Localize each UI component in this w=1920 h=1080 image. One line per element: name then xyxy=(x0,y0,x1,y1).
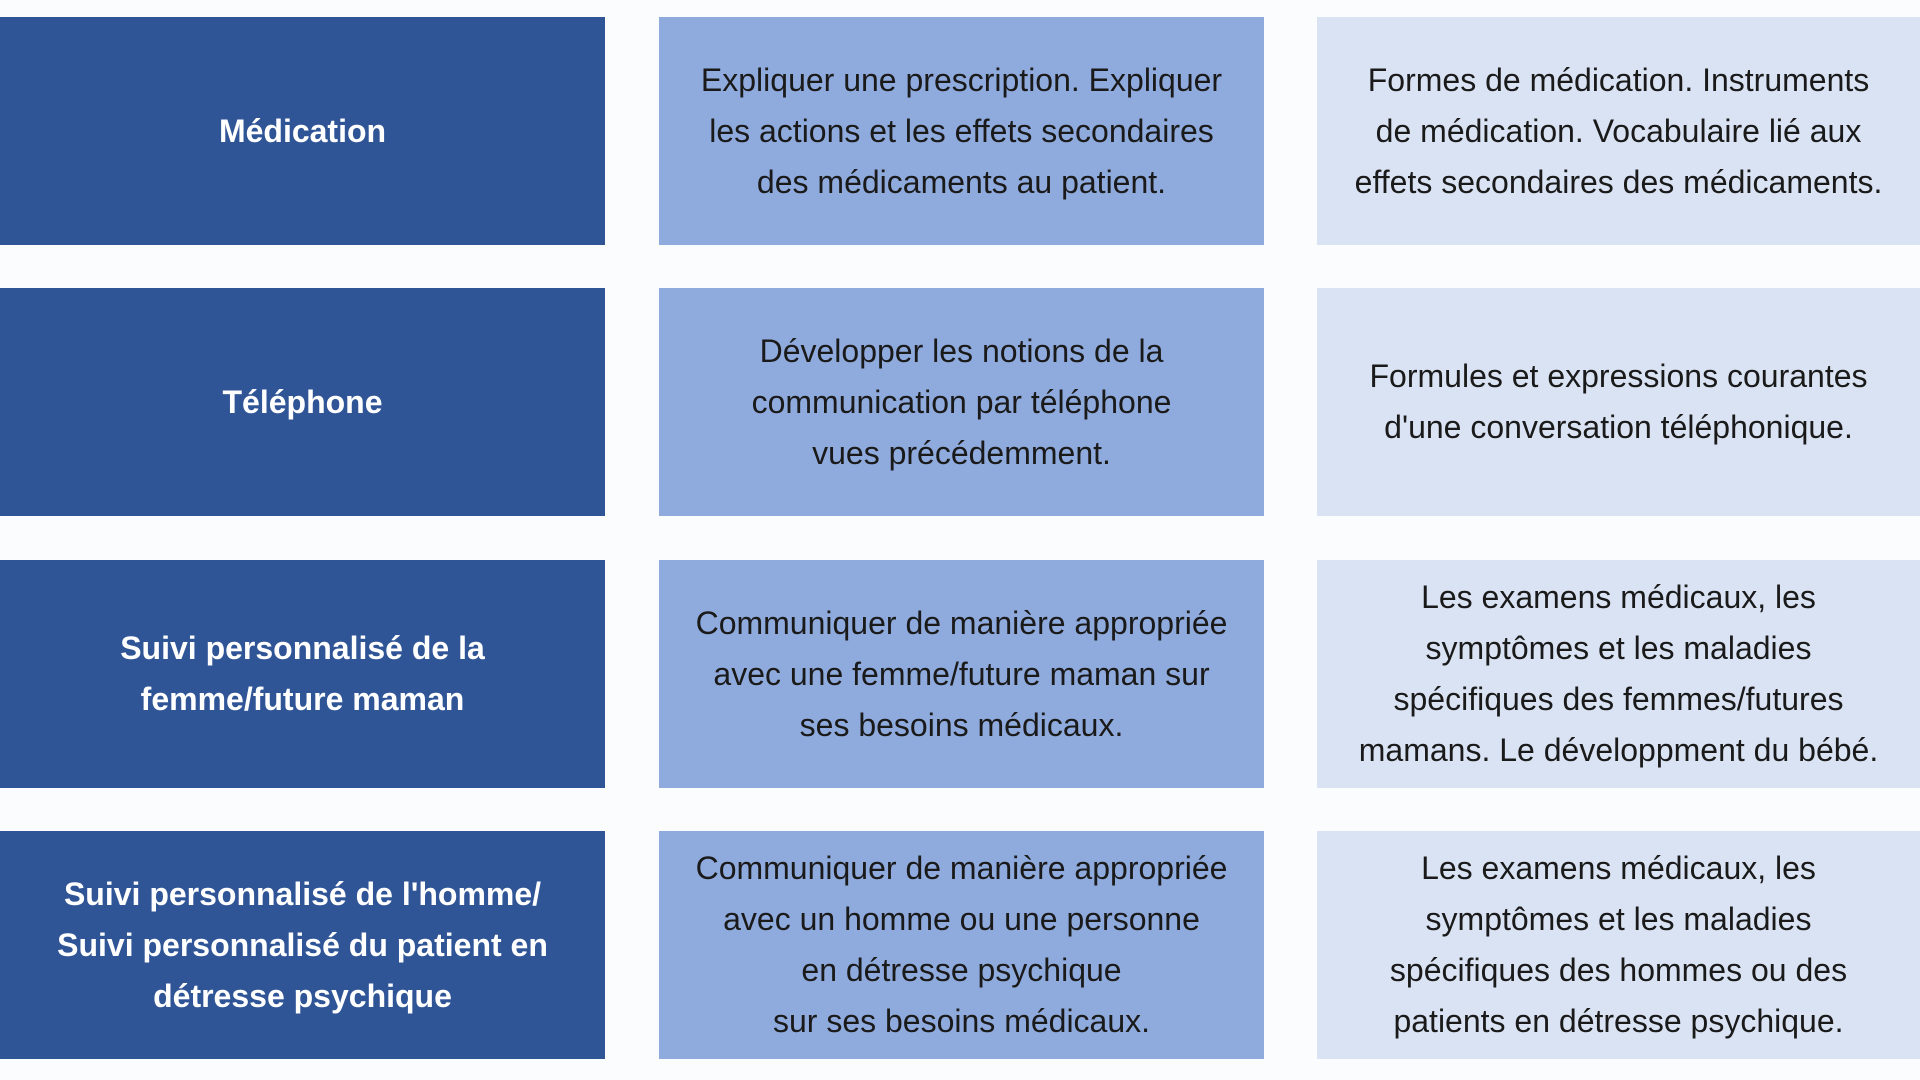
table-row xyxy=(0,831,1920,1059)
topic-cell: Téléphone xyxy=(0,288,605,516)
vocabulary-cell: Formes de médication. Instruments de médication. Vocabulaire lié aux effets secondaires des médicaments. xyxy=(1317,17,1920,245)
objective-cell: Communiquer de manière appropriée avec un homme ou une personne en détresse psychique sur ses besoins médicaux. xyxy=(659,831,1264,1059)
vocabulary-cell: Les examens médicaux, les symptômes et les maladies spécifiques des femmes/futures mamans. Le développment du bébé. xyxy=(1317,560,1920,788)
table-row xyxy=(0,288,1920,516)
objective-cell: Expliquer une prescription. Expliquer les actions et les effets secondaires des médicaments au patient. xyxy=(659,17,1264,245)
table-row xyxy=(0,17,1920,245)
objective-cell: Communiquer de manière appropriée avec une femme/future maman sur ses besoins médicaux. xyxy=(659,560,1264,788)
vocabulary-cell: Les examens médicaux, les symptômes et les maladies spécifiques des hommes ou des patients en détresse psychique. xyxy=(1317,831,1920,1059)
topic-cell: Suivi personnalisé de la femme/future maman xyxy=(0,560,605,788)
topic-cell: Suivi personnalisé de l'homme/ Suivi personnalisé du patient en détresse psychique xyxy=(0,831,605,1059)
vocabulary-cell: Formules et expressions courantes d'une conversation téléphonique. xyxy=(1317,288,1920,516)
table-row xyxy=(0,560,1920,788)
objective-cell: Développer les notions de la communication par téléphone vues précédemment. xyxy=(659,288,1264,516)
topic-cell: Médication xyxy=(0,17,605,245)
